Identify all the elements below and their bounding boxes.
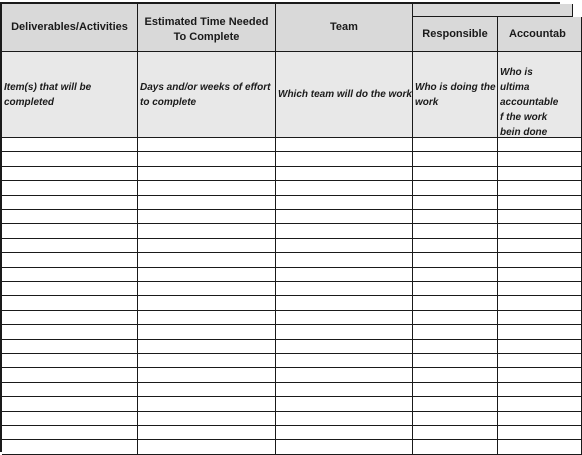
row-2-deliverables-cell[interactable] xyxy=(2,152,138,167)
row-15-deliverables-cell[interactable] xyxy=(2,340,138,354)
row-18-accountable-cell[interactable] xyxy=(498,383,582,397)
row-3-accountable-cell[interactable] xyxy=(498,167,582,181)
row-11-estimated-time-cell[interactable] xyxy=(138,282,276,296)
row-13-deliverables-cell[interactable] xyxy=(2,311,138,325)
row-16-estimated-time-cell[interactable] xyxy=(138,354,276,368)
row-21-accountable-cell[interactable] xyxy=(498,426,582,440)
row-15-accountable-cell[interactable] xyxy=(498,340,582,354)
row-15-estimated-time-cell[interactable] xyxy=(138,340,276,354)
row-10-responsible-cell[interactable] xyxy=(413,268,498,282)
row-13-responsible-cell[interactable] xyxy=(413,311,498,325)
header-merged-raci-group[interactable] xyxy=(413,4,573,17)
row-19-estimated-time-cell[interactable] xyxy=(138,397,276,412)
row-18-deliverables-cell[interactable] xyxy=(2,383,138,397)
row-9-estimated-time-cell[interactable] xyxy=(138,253,276,268)
row-20-estimated-time-cell[interactable] xyxy=(138,412,276,426)
row-3-team-cell[interactable] xyxy=(276,167,413,181)
row-7-team-cell[interactable] xyxy=(276,224,413,239)
desc-responsible[interactable] xyxy=(413,52,498,138)
row-2-accountable-cell[interactable] xyxy=(498,152,582,167)
row-21-estimated-time-cell[interactable] xyxy=(138,426,276,440)
header-deliverables-label: Deliverables/Activities xyxy=(11,21,128,33)
row-14-responsible-cell[interactable] xyxy=(413,325,498,340)
desc-responsible-text: Who is doing the work xyxy=(415,81,496,108)
row-13-estimated-time-cell[interactable] xyxy=(138,311,276,325)
row-11-accountable-cell[interactable] xyxy=(498,282,582,296)
row-9-team-cell[interactable] xyxy=(276,253,413,268)
row-8-responsible-cell[interactable] xyxy=(413,239,498,253)
row-14-accountable-cell[interactable] xyxy=(498,325,582,340)
row-10-estimated-time-cell[interactable] xyxy=(138,268,276,282)
row-9-responsible-cell[interactable] xyxy=(413,253,498,268)
row-16-responsible-cell[interactable] xyxy=(413,354,498,368)
row-4-responsible-cell[interactable] xyxy=(413,181,498,196)
row-4-team-cell[interactable] xyxy=(276,181,413,196)
desc-team-text: Which team will do the work xyxy=(278,89,412,100)
desc-accountable-text: Who is ultima accountable f the work bein done xyxy=(500,67,559,138)
desc-deliverables-text: Item(s) that will be completed xyxy=(4,81,92,108)
row-20-team-cell[interactable] xyxy=(276,412,413,426)
row-10-deliverables-cell[interactable] xyxy=(2,268,138,282)
row-19-deliverables-cell[interactable] xyxy=(2,397,138,412)
row-22-estimated-time-cell[interactable] xyxy=(138,440,276,455)
row-7-deliverables-cell[interactable] xyxy=(2,224,138,239)
row-14-deliverables-cell[interactable] xyxy=(2,325,138,340)
row-11-team-cell[interactable] xyxy=(276,282,413,296)
desc-estimated-time[interactable] xyxy=(138,52,276,138)
row-14-estimated-time-cell[interactable] xyxy=(138,325,276,340)
row-12-team-cell[interactable] xyxy=(276,296,413,311)
row-3-estimated-time-cell[interactable] xyxy=(138,167,276,181)
row-3-responsible-cell[interactable] xyxy=(413,167,498,181)
header-responsible-label: Responsible xyxy=(422,27,488,40)
row-21-deliverables-cell[interactable] xyxy=(2,426,138,440)
row-4-estimated-time-cell[interactable] xyxy=(138,181,276,196)
row-17-deliverables-cell[interactable] xyxy=(2,368,138,383)
row-1-team-cell[interactable] xyxy=(276,138,413,152)
row-12-responsible-cell[interactable] xyxy=(413,296,498,311)
row-13-accountable-cell[interactable] xyxy=(498,311,582,325)
row-20-responsible-cell[interactable] xyxy=(413,412,498,426)
row-7-responsible-cell[interactable] xyxy=(413,224,498,239)
row-9-deliverables-cell[interactable] xyxy=(2,253,138,268)
row-21-responsible-cell[interactable] xyxy=(413,426,498,440)
row-20-accountable-cell[interactable] xyxy=(498,412,582,426)
row-4-accountable-cell[interactable] xyxy=(498,181,582,196)
row-6-responsible-cell[interactable] xyxy=(413,210,498,224)
row-18-estimated-time-cell[interactable] xyxy=(138,383,276,397)
header-estimated-time[interactable] xyxy=(138,4,276,52)
row-1-accountable-cell[interactable] xyxy=(498,138,582,152)
desc-accountable[interactable] xyxy=(498,52,582,138)
row-22-team-cell[interactable] xyxy=(276,440,413,455)
row-11-responsible-cell[interactable] xyxy=(413,282,498,296)
row-1-responsible-cell[interactable] xyxy=(413,138,498,152)
row-21-team-cell[interactable] xyxy=(276,426,413,440)
row-17-responsible-cell[interactable] xyxy=(413,368,498,383)
desc-deliverables[interactable] xyxy=(2,52,138,138)
row-1-deliverables-cell[interactable] xyxy=(2,138,138,152)
row-6-deliverables-cell[interactable] xyxy=(2,210,138,224)
row-10-accountable-cell[interactable] xyxy=(498,268,582,282)
row-18-responsible-cell[interactable] xyxy=(413,383,498,397)
row-16-deliverables-cell[interactable] xyxy=(2,354,138,368)
row-19-team-cell[interactable] xyxy=(276,397,413,412)
desc-estimated-time-text: Days and/or weeks of effort to complete xyxy=(140,81,271,108)
header-deliverables[interactable] xyxy=(2,4,138,52)
row-16-team-cell[interactable] xyxy=(276,354,413,368)
header-responsible[interactable] xyxy=(413,17,498,52)
row-12-deliverables-cell[interactable] xyxy=(2,296,138,311)
row-2-responsible-cell[interactable] xyxy=(413,152,498,167)
row-7-estimated-time-cell[interactable] xyxy=(138,224,276,239)
row-22-deliverables-cell[interactable] xyxy=(2,440,138,455)
row-6-accountable-cell[interactable] xyxy=(498,210,582,224)
row-22-accountable-cell[interactable] xyxy=(498,440,582,455)
header-accountable[interactable] xyxy=(498,17,582,52)
desc-team[interactable] xyxy=(276,52,413,138)
row-15-responsible-cell[interactable] xyxy=(413,340,498,354)
row-10-team-cell[interactable] xyxy=(276,268,413,282)
row-12-estimated-time-cell[interactable] xyxy=(138,296,276,311)
header-team-label: Team xyxy=(330,21,358,33)
row-6-team-cell[interactable] xyxy=(276,210,413,224)
row-18-team-cell[interactable] xyxy=(276,383,413,397)
row-1-estimated-time-cell[interactable] xyxy=(138,138,276,152)
row-9-accountable-cell[interactable] xyxy=(498,253,582,268)
row-5-team-cell[interactable] xyxy=(276,196,413,210)
row-19-accountable-cell[interactable] xyxy=(498,397,582,412)
row-4-deliverables-cell[interactable] xyxy=(2,181,138,196)
header-estimated-time-label: Estimated Time Needed To Complete xyxy=(144,16,269,43)
row-17-estimated-time-cell[interactable] xyxy=(138,368,276,383)
row-3-deliverables-cell[interactable] xyxy=(2,167,138,181)
row-8-accountable-cell[interactable] xyxy=(498,239,582,253)
row-6-estimated-time-cell[interactable] xyxy=(138,210,276,224)
row-15-team-cell[interactable] xyxy=(276,340,413,354)
row-13-team-cell[interactable] xyxy=(276,311,413,325)
row-5-estimated-time-cell[interactable] xyxy=(138,196,276,210)
row-12-accountable-cell[interactable] xyxy=(498,296,582,311)
row-16-accountable-cell[interactable] xyxy=(498,354,582,368)
row-2-team-cell[interactable] xyxy=(276,152,413,167)
row-20-deliverables-cell[interactable] xyxy=(2,412,138,426)
row-8-estimated-time-cell[interactable] xyxy=(138,239,276,253)
header-team[interactable] xyxy=(276,4,413,52)
header-accountable-label: Accountab xyxy=(509,27,566,40)
row-8-team-cell[interactable] xyxy=(276,239,413,253)
row-8-deliverables-cell[interactable] xyxy=(2,239,138,253)
row-17-accountable-cell[interactable] xyxy=(498,368,582,383)
row-2-estimated-time-cell[interactable] xyxy=(138,152,276,167)
row-5-deliverables-cell[interactable] xyxy=(2,196,138,210)
row-22-responsible-cell[interactable] xyxy=(413,440,498,455)
row-5-accountable-cell[interactable] xyxy=(498,196,582,210)
row-19-responsible-cell[interactable] xyxy=(413,397,498,412)
row-7-accountable-cell[interactable] xyxy=(498,224,582,239)
row-11-deliverables-cell[interactable] xyxy=(2,282,138,296)
row-14-team-cell[interactable] xyxy=(276,325,413,340)
row-5-responsible-cell[interactable] xyxy=(413,196,498,210)
row-17-team-cell[interactable] xyxy=(276,368,413,383)
